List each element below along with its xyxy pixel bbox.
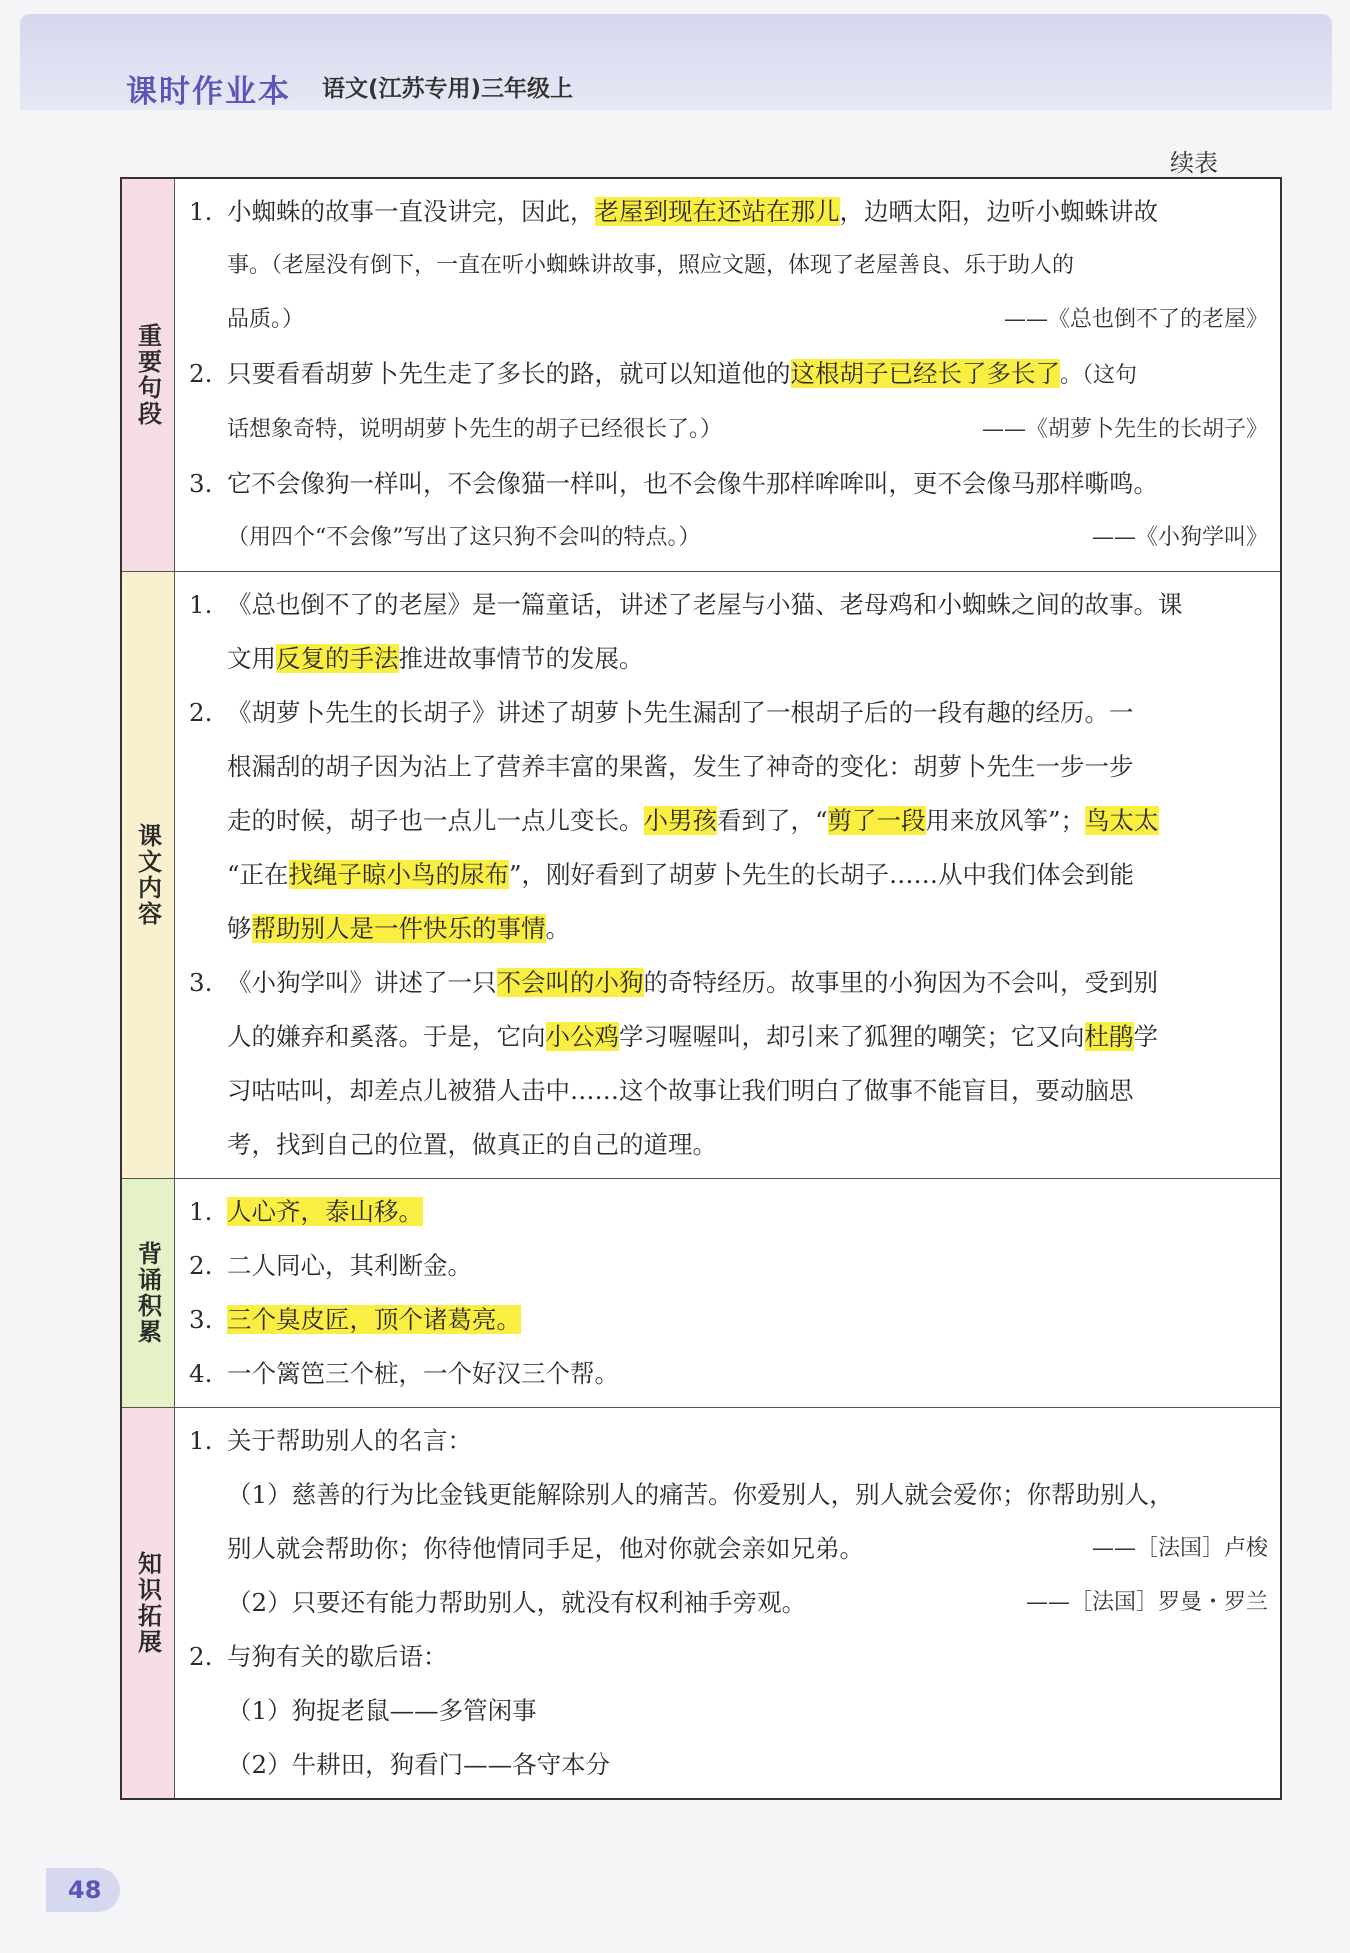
source-citation: ——《胡萝卜先生的长胡子》: [981, 417, 1268, 442]
source-citation: ——［法国］罗曼・罗兰: [1025, 1590, 1268, 1615]
list-item: 2. 二人同心，其利断金。: [189, 1251, 472, 1280]
section-knowledge-extension: [122, 1407, 1280, 1798]
section-important-sentences: [122, 179, 1280, 571]
highlight: 不会叫的小狗: [496, 968, 644, 997]
section-recitation: [122, 1178, 1280, 1407]
highlight: 老屋到现在还站在那儿: [594, 197, 840, 226]
section-label: 课文内容: [122, 572, 175, 1178]
highlight: 这根胡子已经长了多长了: [790, 359, 1060, 388]
section-content: 1. 关于帮助别人的名言： （1）慈善的行为比金钱更能解除别人的痛苦。你爱别人，别人就会爱你；你帮助别人， 别人就会帮助你；你待他情同手足，他对你就会亲如兄弟。 ——［法国］卢梭 （2）只要还有能力帮助别人，就没有权利袖手旁观。 ——［法国］罗曼・罗兰 2. 与狗有关的歇后语： （1）狗捉老鼠——多管闲事 （2）牛耕田，狗看门——各守本分: [175, 1408, 1280, 1798]
list-item: 1. 关于帮助别人的名言：: [189, 1426, 472, 1455]
list-item: 1. 小蜘蛛的故事一直没讲完，因此，老屋到现在还站在那儿，边晒太阳，边听小蜘蛛讲故: [189, 197, 1158, 226]
section-text-content: [122, 571, 1280, 1178]
highlight: 剪了一段: [827, 806, 926, 835]
highlight: 人心齐，泰山移。: [227, 1197, 423, 1226]
section-label: 知识拓展: [122, 1408, 175, 1798]
list-item: 4. 一个篱笆三个桩，一个好汉三个帮。: [189, 1359, 619, 1388]
section-content: 1. 小蜘蛛的故事一直没讲完，因此，老屋到现在还站在那儿，边晒太阳，边听小蜘蛛讲故 事。（老屋没有倒下，一直在听小蜘蛛讲故事，照应文题，体现了老屋善良、乐于助人的 品质。） ——《总也倒不了的老屋》 2. 只要看看胡萝卜先生走了多长的路，就可以知道他的这根胡子已经长了多长了。（这句 话想象奇特，说明胡萝卜先生的胡子已经很长了。） ——《胡萝卜先生的长胡子》 3. 它不会像狗一样叫，不会像猫一样叫，也不会像牛那样哞哞叫，更不会像马那样嘶鸣。 （用四个“不会像”写出了这只狗不会叫的特点。） ——《小狗学叫》: [175, 179, 1280, 571]
highlight: 小公鸡: [545, 1022, 619, 1051]
list-item: 2. 与狗有关的歇后语：: [189, 1642, 448, 1671]
section-content: 1. 《总也倒不了的老屋》是一篇童话，讲述了老屋与小猫、老母鸡和小蜘蛛之间的故事。课 文用反复的手法推进故事情节的发展。 2. 《胡萝卜先生的长胡子》讲述了胡萝卜先生漏刮了一根胡子后的一段有趣的经历。一 根漏刮的胡子因为沾上了营养丰富的果酱，发生了神奇的变化：胡萝卜先生一步一步 走的时候，胡子也一点儿一点儿变长。小男孩看到了，“剪了一段用来放风筝”；鸟太太 “正在找绳子晾小鸟的尿布”，刚好看到了胡萝卜先生的长胡子……从中我们体会到能 够帮助别人是一件快乐的事情。 3. 《小狗学叫》讲述了一只不会叫的小狗的奇特经历。故事里的小狗因为不会叫，受到别 人的嫌弃和奚落。于是，它向小公鸡学习喔喔叫，却引来了狐狸的嘲笑；它又向杜鹃学 习咕咕叫，却差点儿被猎人击中……这个故事让我们明白了做事不能盲目，要动脑思 考，找到自己的位置，做真正的自己的道理。: [175, 572, 1280, 1178]
highlight: 找绳子晾小鸟的尿布: [288, 860, 510, 889]
page-number: 48: [46, 1868, 120, 1912]
highlight: 反复的手法: [276, 644, 399, 673]
section-label: 重要句段: [122, 179, 175, 571]
list-item: 2. 《胡萝卜先生的长胡子》讲述了胡萝卜先生漏刮了一根胡子后的一段有趣的经历。一: [189, 698, 1134, 727]
highlight: 杜鹃: [1084, 1022, 1134, 1051]
highlight: 鸟太太: [1085, 806, 1159, 835]
source-citation: ——［法国］卢梭: [1091, 1536, 1268, 1561]
list-item: 2. 只要看看胡萝卜先生走了多长的路，就可以知道他的这根胡子已经长了多长了。（这句: [189, 359, 1138, 388]
brand-title: 课时作业本: [126, 74, 291, 110]
section-content: [175, 1179, 1280, 1407]
summary-table: [120, 177, 1282, 1800]
highlight: 帮助别人是一件快乐的事情: [251, 914, 546, 943]
highlight: 小男孩: [643, 806, 717, 835]
list-item: 3. 它不会像狗一样叫，不会像猫一样叫，也不会像牛那样哞哞叫，更不会像马那样嘶鸣。: [189, 469, 1158, 498]
subject-title: 语文(江苏专用)三年级上: [322, 76, 574, 102]
highlight: 三个臭皮匠，顶个诸葛亮。: [227, 1305, 521, 1334]
section-label: 背诵积累: [122, 1179, 175, 1407]
list-item: 1. 人心齐，泰山移。: [189, 1197, 423, 1226]
list-item: 1. 《总也倒不了的老屋》是一篇童话，讲述了老屋与小猫、老母鸡和小蜘蛛之间的故事。课: [189, 590, 1183, 619]
list-item: 3. 《小狗学叫》讲述了一只不会叫的小狗的奇特经历。故事里的小狗因为不会叫，受到别: [189, 968, 1158, 997]
list-item: 3. 三个臭皮匠，顶个诸葛亮。: [189, 1305, 521, 1334]
source-citation: ——《总也倒不了的老屋》: [1003, 307, 1268, 332]
continued-label: 续表: [1170, 149, 1218, 177]
source-citation: ——《小狗学叫》: [1091, 525, 1268, 550]
